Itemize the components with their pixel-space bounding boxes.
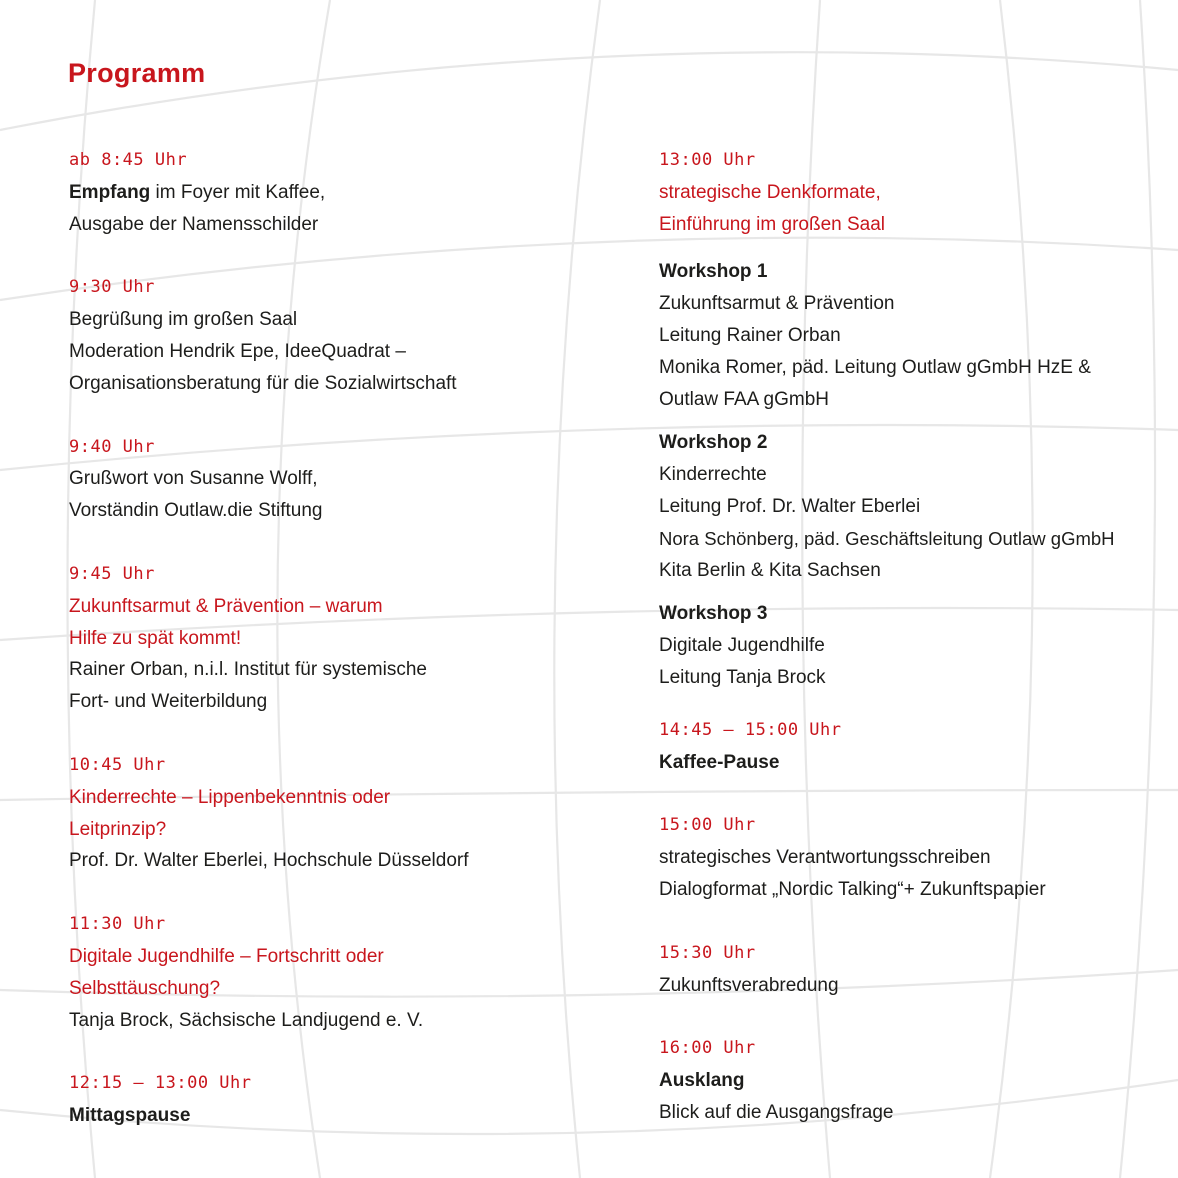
entry-text: im Foyer mit Kaffee, bbox=[150, 181, 326, 203]
entry-highlight: Empfang bbox=[69, 181, 151, 203]
program-entry bbox=[659, 145, 1169, 240]
entry-time: 15:00 Uhr bbox=[659, 815, 756, 836]
talk-title-line: Kinderrechte – Lippenbekenntnis oder bbox=[69, 786, 391, 808]
workshop-entry bbox=[659, 256, 1169, 415]
talk-title-line: Leitprinzip? bbox=[69, 818, 167, 840]
program-entry bbox=[69, 1068, 629, 1132]
entry-time: 10:45 Uhr bbox=[69, 754, 166, 775]
program-right-column bbox=[659, 145, 1169, 1129]
talk-title-line: Hilfe zu spät kommt! bbox=[69, 627, 242, 649]
entry-line: Kinderrechte bbox=[659, 464, 767, 486]
entry-line: Fort- und Weiterbildung bbox=[69, 691, 268, 713]
entry-line: Digitale Jugendhilfe bbox=[659, 635, 825, 657]
entry-line: Ausklang bbox=[659, 1070, 745, 1092]
entry-line: Prof. Dr. Walter Eberlei, Hochschule Düsseldorf bbox=[69, 850, 469, 872]
workshop-title: Workshop 3 bbox=[659, 603, 768, 625]
talk-title-line: Digitale Jugendhilfe – Fortschritt oder bbox=[69, 945, 384, 967]
program-entry bbox=[69, 559, 629, 718]
program-entry bbox=[69, 909, 629, 1036]
entry-line: Leitung Rainer Orban bbox=[659, 324, 841, 346]
workshop-title: Workshop 2 bbox=[659, 432, 768, 454]
entry-line: Nora Schönberg, päd. Geschäftsleitung Outlaw gGmbH bbox=[659, 527, 1115, 549]
program-entry bbox=[659, 715, 1169, 779]
talk-title-line: Einführung im großen Saal bbox=[659, 213, 886, 235]
page-title: Programm bbox=[68, 58, 206, 88]
entry-line: Organisationsberatung für die Sozialwirtschaft bbox=[69, 372, 457, 394]
entry-line: Kaffee-Pause bbox=[659, 751, 780, 773]
workshop-entry bbox=[659, 598, 1169, 693]
entry-time: 11:30 Uhr bbox=[69, 914, 166, 935]
talk-title-line: Selbsttäuschung? bbox=[69, 977, 221, 999]
entry-time: 13:00 Uhr bbox=[659, 150, 756, 170]
entry-line: Dialogformat „Nordic Talking“+ Zukunftspapier bbox=[659, 878, 1046, 900]
entry-line: Begrüßung im großen Saal bbox=[69, 309, 298, 331]
entry-line: Leitung Tanja Brock bbox=[659, 666, 826, 688]
entry-line: Zukunftsverabredung bbox=[659, 974, 839, 996]
program-entry bbox=[659, 810, 1169, 905]
program-entry bbox=[659, 938, 1169, 1002]
entry-line: Ausgabe der Namensschilder bbox=[69, 213, 319, 235]
program-entry bbox=[659, 1033, 1169, 1128]
entry-time: 12:15 – 13:00 Uhr bbox=[69, 1073, 252, 1094]
program-left-column bbox=[69, 145, 629, 1132]
program-entry bbox=[69, 145, 629, 240]
talk-title-line: Zukunftsarmut & Prävention – warum bbox=[69, 595, 383, 617]
entry-line: Outlaw FAA gGmbH bbox=[659, 388, 830, 410]
program-entry bbox=[69, 272, 629, 399]
entry-time: 15:30 Uhr bbox=[659, 942, 756, 963]
entry-time: 9:30 Uhr bbox=[69, 277, 155, 298]
workshop-title: Workshop 1 bbox=[659, 261, 768, 283]
entry-line: Rainer Orban, n.i.l. Institut für systemische bbox=[69, 659, 427, 681]
entry-line: Blick auf die Ausgangsfrage bbox=[659, 1101, 894, 1123]
entry-line: Vorständin Outlaw.die Stiftung bbox=[69, 500, 323, 522]
entry-line: Leitung Prof. Dr. Walter Eberlei bbox=[659, 495, 921, 517]
entry-line: Zukunftsarmut & Prävention bbox=[659, 293, 895, 315]
talk-title-line: strategische Denkformate, bbox=[659, 181, 881, 203]
entry-line: Grußwort von Susanne Wolff, bbox=[69, 468, 318, 490]
entry-time: 9:40 Uhr bbox=[69, 436, 155, 457]
entry-line: Monika Romer, päd. Leitung Outlaw gGmbH HzE & bbox=[659, 356, 1091, 378]
entry-time: 16:00 Uhr bbox=[659, 1038, 756, 1059]
entry-time: ab 8:45 Uhr bbox=[69, 150, 188, 170]
entry-line: Tanja Brock, Sächsische Landjugend e. V. bbox=[69, 1009, 424, 1031]
program-entry bbox=[69, 750, 629, 877]
entry-line bbox=[69, 177, 629, 209]
program-entry bbox=[69, 432, 629, 527]
entry-time: 14:45 – 15:00 Uhr bbox=[659, 719, 842, 740]
workshop-entry bbox=[659, 427, 1169, 586]
entry-line: strategisches Verantwortungsschreiben bbox=[659, 847, 991, 869]
entry-time: 9:45 Uhr bbox=[69, 563, 155, 584]
entry-line: Mittagspause bbox=[69, 1105, 191, 1127]
entry-line: Kita Berlin & Kita Sachsen bbox=[659, 559, 881, 581]
entry-line: Moderation Hendrik Epe, IdeeQuadrat – bbox=[69, 340, 406, 362]
